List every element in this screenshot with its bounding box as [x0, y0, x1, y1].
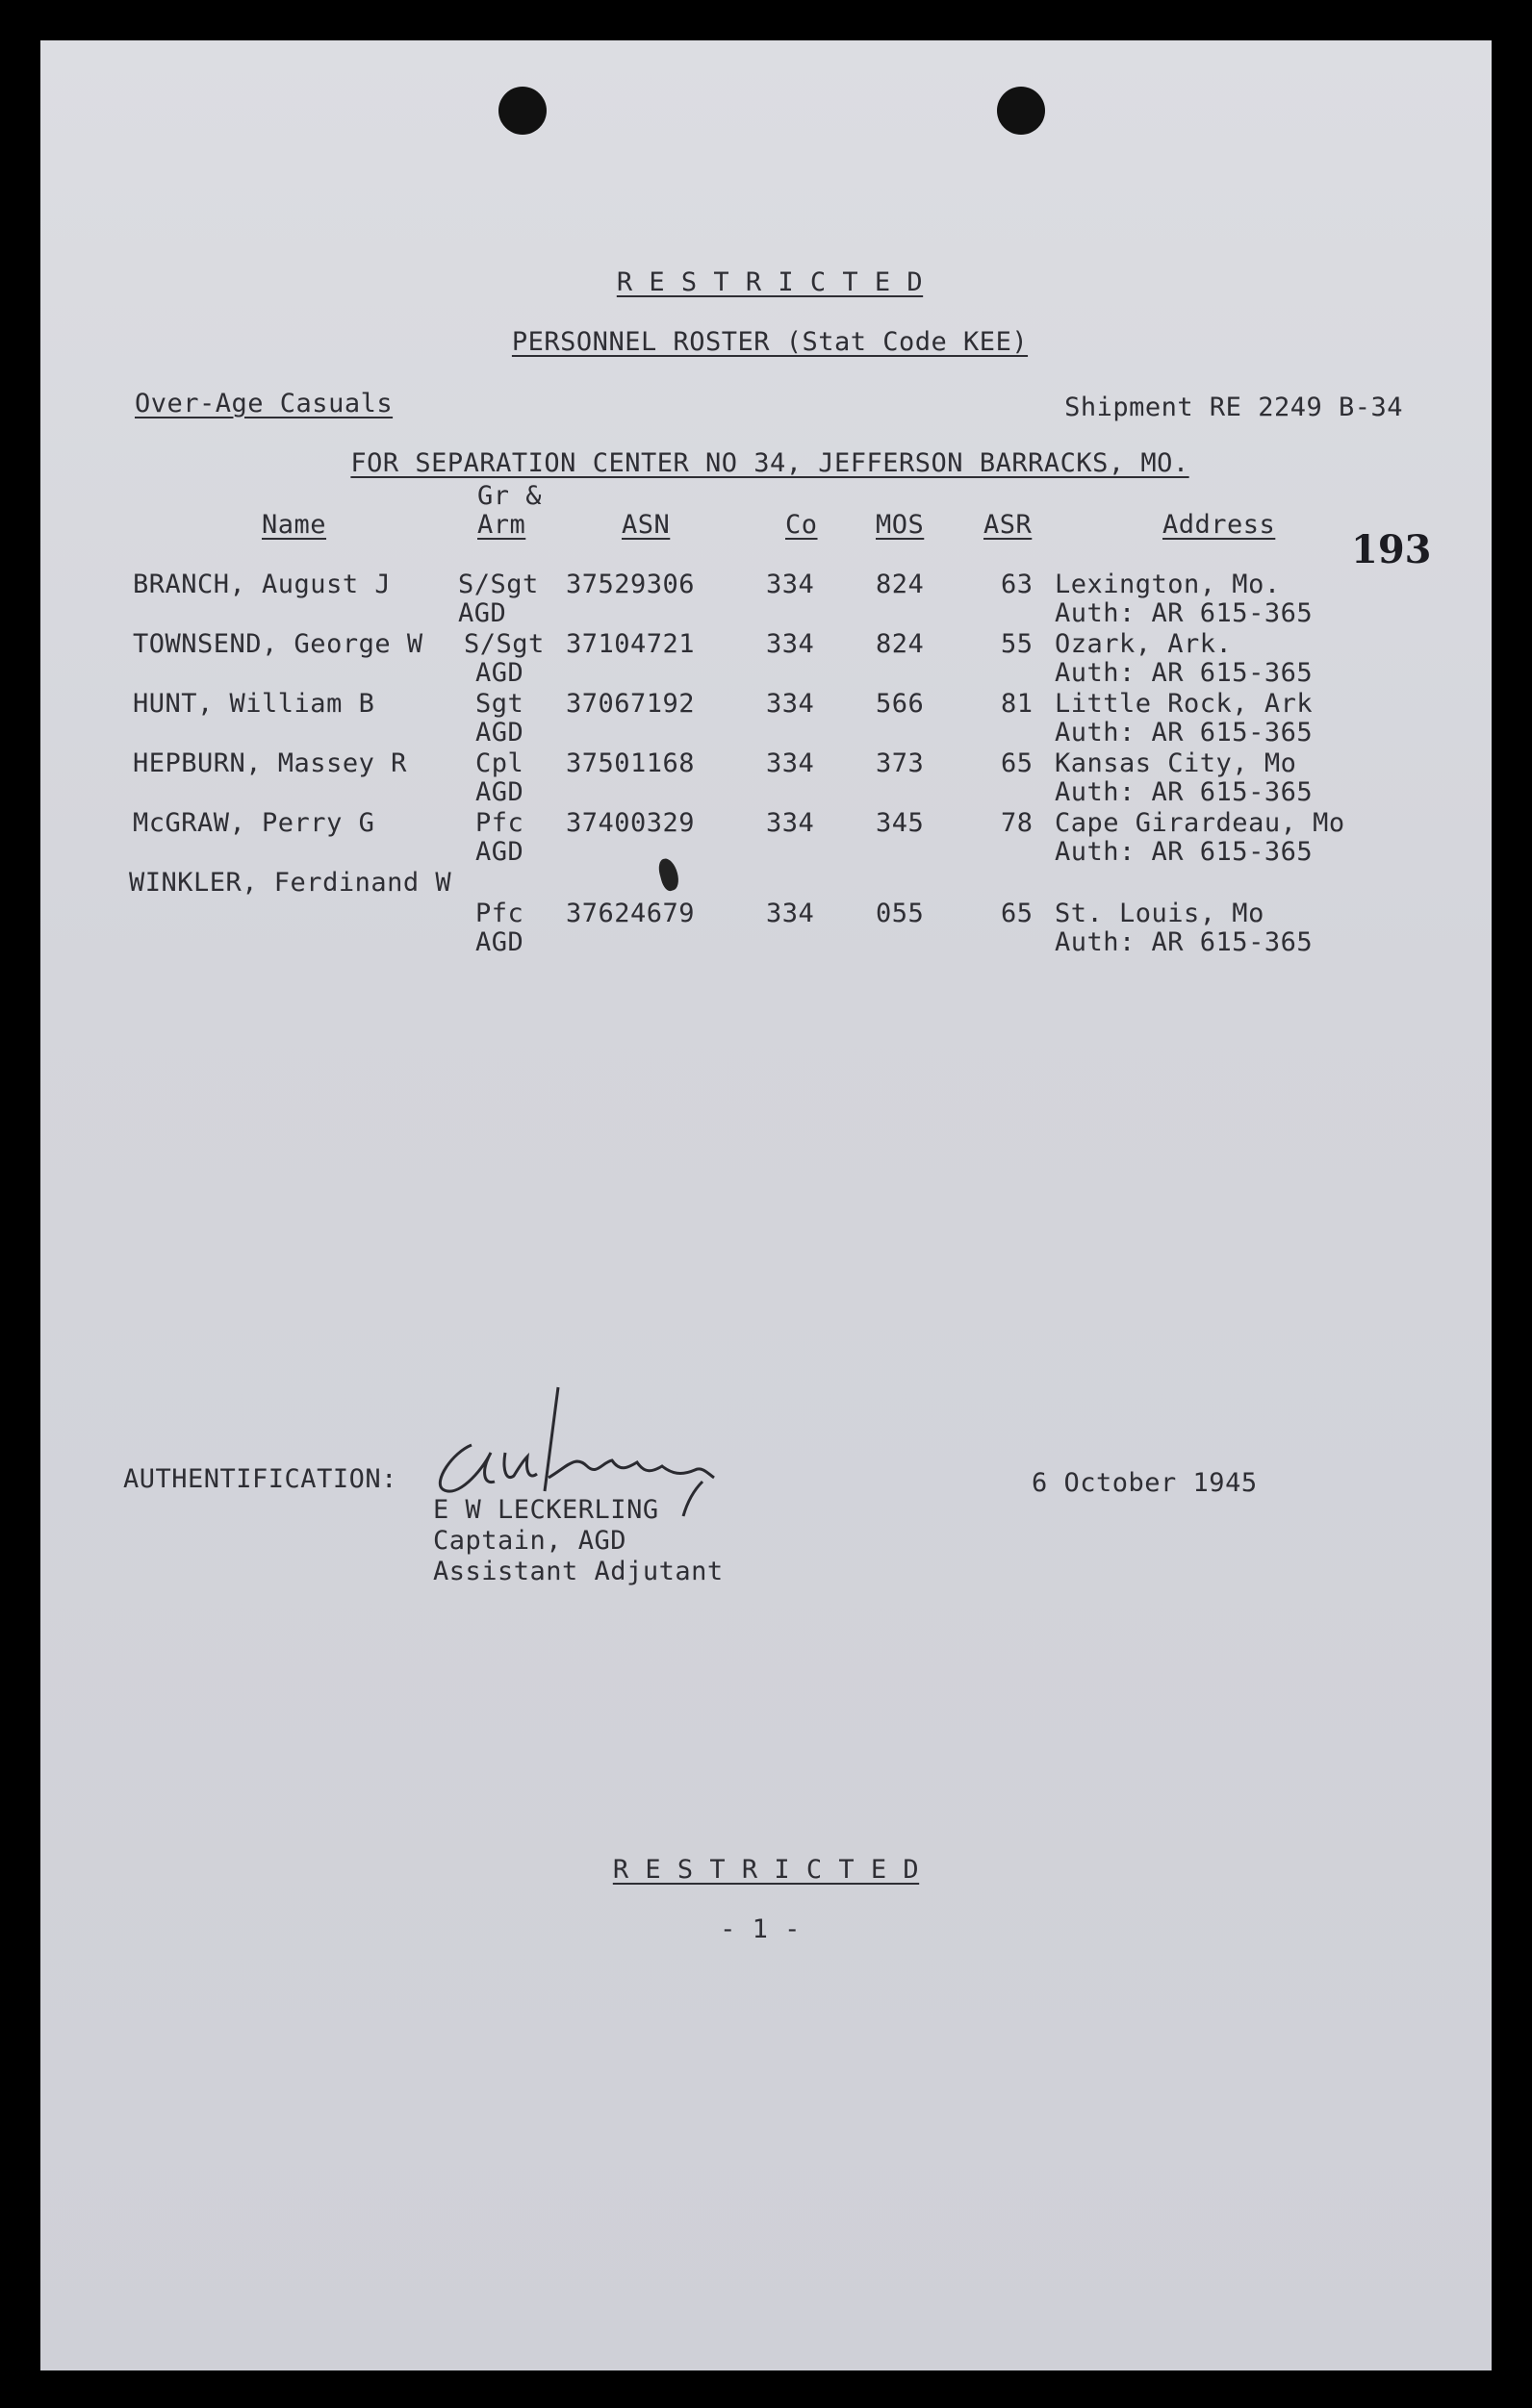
shipment-label: Shipment RE 2249 B-34: [1064, 393, 1403, 422]
row-5-asn: 37400329: [566, 808, 696, 838]
officer-rank: Captain, AGD: [433, 1526, 627, 1556]
row-3-address: Little Rock, Ark: [1055, 689, 1314, 719]
row-4-address: Kansas City, Mo: [1055, 748, 1297, 778]
row-2-address: Ozark, Ark.: [1055, 629, 1233, 659]
document-date: 6 October 1945: [1032, 1468, 1258, 1498]
row-5-arm: AGD: [475, 837, 524, 867]
row-3-arm: AGD: [475, 718, 524, 748]
row-2-auth: Auth: AR 615-365: [1055, 658, 1314, 688]
row-5-asr: 78: [1001, 808, 1034, 838]
col-header-address: Address: [1162, 510, 1276, 540]
row-6-co: 334: [766, 899, 815, 928]
row-6-asr: 65: [1001, 899, 1034, 928]
row-2-arm: AGD: [475, 658, 524, 688]
row-5-mos: 345: [876, 808, 925, 838]
row-3-asn: 37067192: [566, 689, 696, 719]
row-4-arm: AGD: [475, 777, 524, 807]
classification-bottom: R E S T R I C T E D: [612, 1855, 920, 1885]
col-header-co: Co: [785, 510, 818, 540]
row-2-name: TOWNSEND, George W: [133, 629, 423, 659]
col-header-grade-bottom: Arm: [477, 510, 526, 540]
row-1-grade: S/Sgt: [458, 570, 539, 599]
row-1-asn: 37529306: [566, 570, 696, 599]
row-5-address: Cape Girardeau, Mo: [1055, 808, 1345, 838]
row-6-name: WINKLER, Ferdinand W: [129, 868, 452, 898]
page-stamp-number: 193: [1351, 527, 1432, 572]
row-5-co: 334: [766, 808, 815, 838]
row-4-grade: Cpl: [475, 748, 524, 778]
row-3-mos: 566: [876, 689, 925, 719]
row-6-auth: Auth: AR 615-365: [1055, 927, 1314, 957]
col-header-asr: ASR: [983, 510, 1033, 540]
row-4-asr: 65: [1001, 748, 1034, 778]
col-header-grade-top: Gr &: [477, 481, 543, 511]
group-label: Over-Age Casuals: [135, 389, 394, 418]
row-3-auth: Auth: AR 615-365: [1055, 718, 1314, 748]
row-4-mos: 373: [876, 748, 925, 778]
punch-hole-right: [997, 87, 1045, 135]
authentication-label: AUTHENTIFICATION:: [123, 1464, 397, 1494]
row-2-grade: S/Sgt: [464, 629, 545, 659]
row-1-address: Lexington, Mo.: [1055, 570, 1281, 599]
row-4-name: HEPBURN, Massey R: [133, 748, 407, 778]
row-6-asn: 37624679: [566, 899, 696, 928]
classification-top: R E S T R I C T E D: [616, 267, 924, 297]
row-5-grade: Pfc: [475, 808, 524, 838]
row-6-mos: 055: [876, 899, 925, 928]
destination-line: FOR SEPARATION CENTER NO 34, JEFFERSON BARRACKS, MO.: [350, 448, 1189, 478]
row-3-grade: Sgt: [475, 689, 524, 719]
row-2-mos: 824: [876, 629, 925, 659]
row-5-auth: Auth: AR 615-365: [1055, 837, 1314, 867]
col-header-mos: MOS: [876, 510, 925, 540]
row-1-name: BRANCH, August J: [133, 570, 392, 599]
row-1-arm: AGD: [458, 598, 507, 628]
row-4-asn: 37501168: [566, 748, 696, 778]
roster-title: PERSONNEL ROSTER (Stat Code KEE): [511, 327, 1029, 357]
row-2-asn: 37104721: [566, 629, 696, 659]
row-1-auth: Auth: AR 615-365: [1055, 598, 1314, 628]
row-6-grade: Pfc: [475, 899, 524, 928]
row-6-address: St. Louis, Mo: [1055, 899, 1264, 928]
row-2-co: 334: [766, 629, 815, 659]
row-1-mos: 824: [876, 570, 925, 599]
row-3-co: 334: [766, 689, 815, 719]
row-3-name: HUNT, William B: [133, 689, 375, 719]
row-4-auth: Auth: AR 615-365: [1055, 777, 1314, 807]
row-6-arm: AGD: [475, 927, 524, 957]
officer-position: Assistant Adjutant: [433, 1557, 724, 1586]
row-1-asr: 63: [1001, 570, 1034, 599]
page-number: - 1 -: [720, 1914, 801, 1944]
row-2-asr: 55: [1001, 629, 1034, 659]
row-3-asr: 81: [1001, 689, 1034, 719]
col-header-name: Name: [262, 510, 327, 540]
row-1-co: 334: [766, 570, 815, 599]
col-header-asn: ASN: [622, 510, 671, 540]
officer-name: E W LECKERLING: [433, 1495, 659, 1525]
row-5-name: McGRAW, Perry G: [133, 808, 375, 838]
punch-hole-left: [498, 87, 547, 135]
row-4-co: 334: [766, 748, 815, 778]
